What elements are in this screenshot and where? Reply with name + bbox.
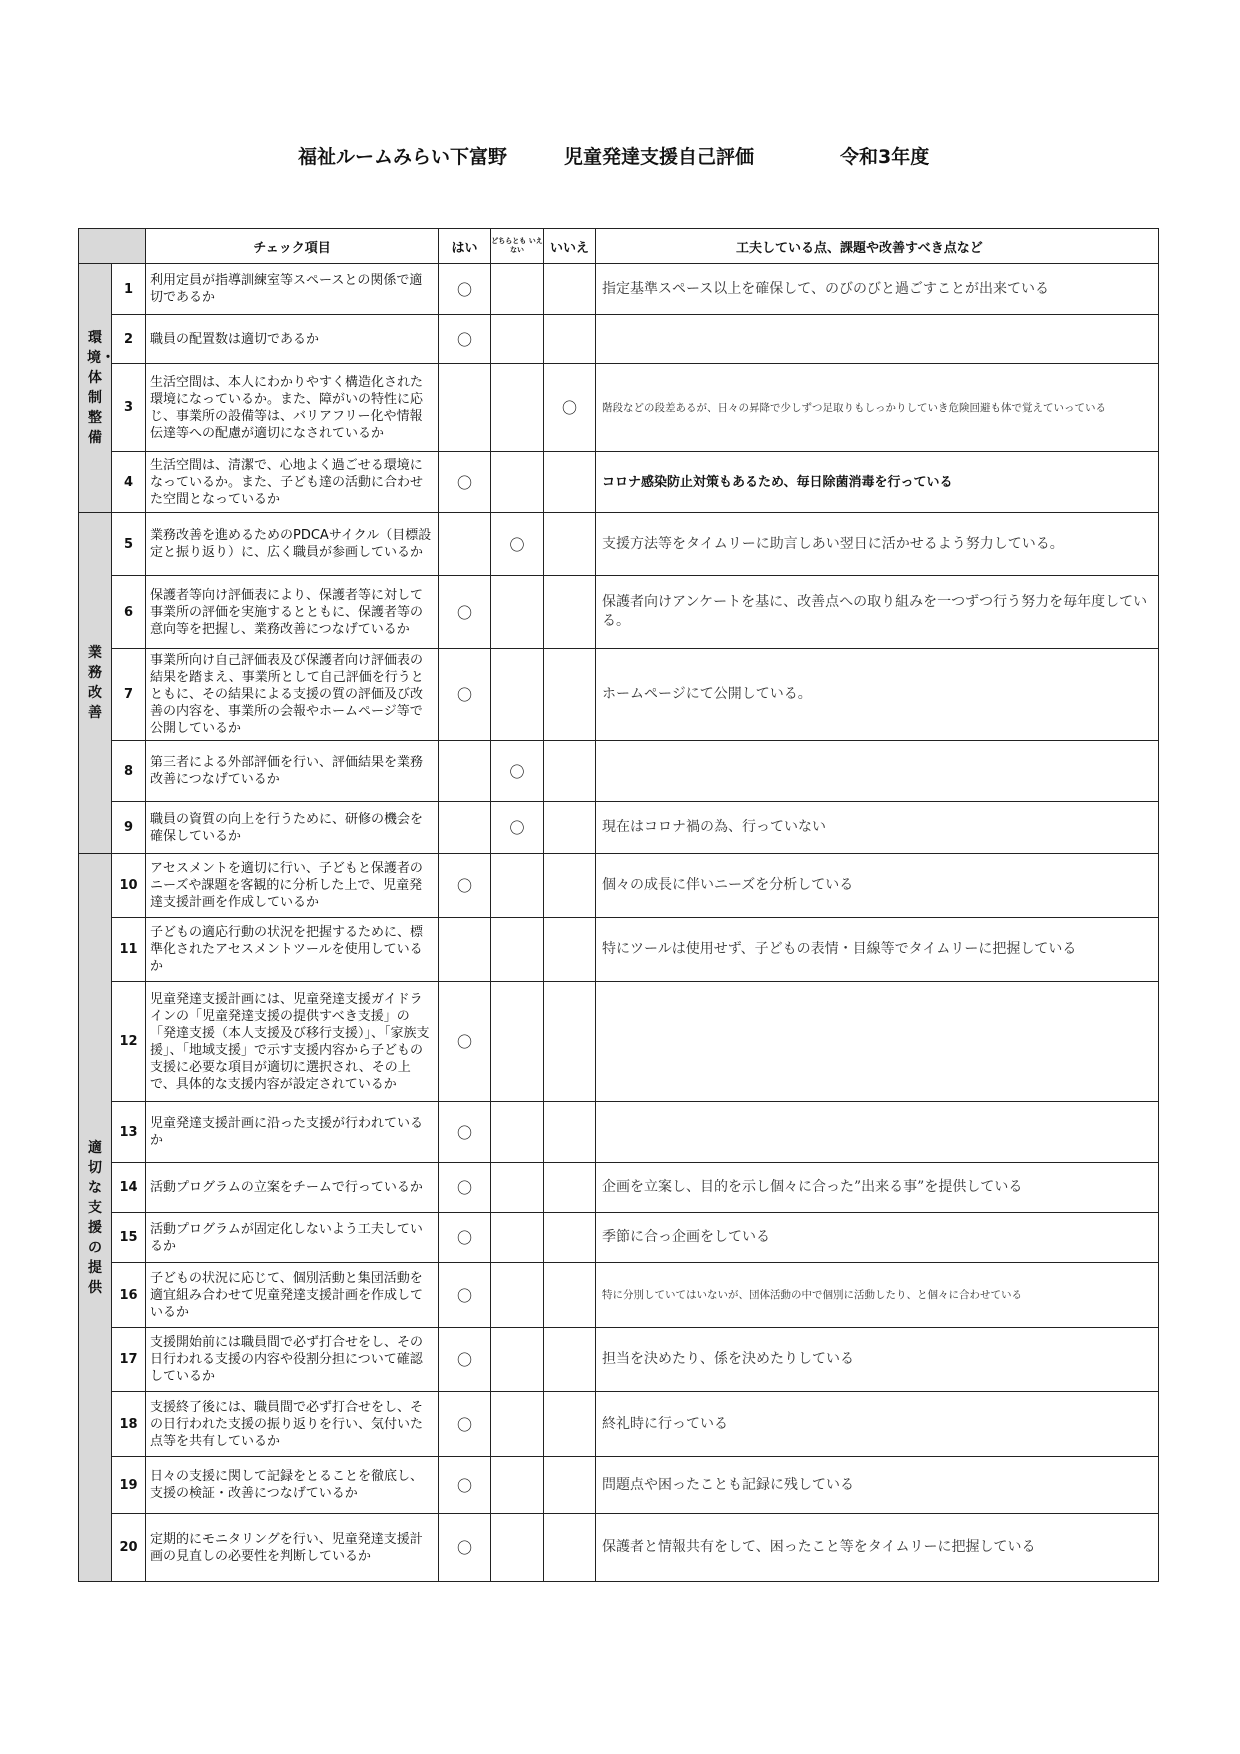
answer-no-cell (544, 264, 596, 315)
circle-mark-icon: 〇 (456, 1415, 472, 1434)
answer-no-cell (544, 364, 596, 452)
item-number: 1 (112, 264, 146, 315)
item-number: 12 (112, 982, 146, 1102)
notes-cell: 季節に合っ企画をしている (596, 1213, 1159, 1263)
answer-neither-cell (491, 1392, 544, 1457)
table-row (79, 264, 1159, 315)
answer-no-cell (544, 918, 596, 982)
item-number: 19 (112, 1457, 146, 1514)
answer-no-cell (544, 649, 596, 741)
header-corner (79, 229, 146, 264)
answer-no-cell (544, 1514, 596, 1582)
notes-cell (596, 1102, 1159, 1163)
answer-yes-cell (439, 802, 491, 854)
answer-yes-cell (439, 1102, 491, 1163)
answer-neither-cell (491, 649, 544, 741)
table-row (79, 741, 1159, 802)
answer-neither-cell (491, 1514, 544, 1582)
answer-no-cell (544, 1328, 596, 1392)
answer-no-cell (544, 741, 596, 802)
table-row (79, 854, 1159, 918)
table-row (79, 513, 1159, 576)
table-row (79, 1514, 1159, 1582)
facility-name: 福祉ルームみらい下富野 (298, 146, 508, 168)
check-item-text: 利用定員が指導訓練室等スペースとの関係で適切であるか (146, 264, 439, 315)
answer-yes-cell (439, 576, 491, 649)
notes-cell: 企画を立案し、目的を示し個々に合った”出来る事”を提供している (596, 1163, 1159, 1213)
answer-yes-cell (439, 1392, 491, 1457)
check-item-text: 活動プログラムが固定化しないよう工夫しているか (146, 1213, 439, 1263)
header-no: いいえ (544, 229, 596, 264)
notes-cell: 終礼時に行っている (596, 1392, 1159, 1457)
circle-mark-icon: 〇 (509, 819, 525, 837)
notes-cell: 問題点や困ったことも記録に残している (596, 1457, 1159, 1514)
category-cell (79, 854, 112, 1582)
answer-no-cell (544, 1392, 596, 1457)
answer-no-cell (544, 982, 596, 1102)
item-number: 11 (112, 918, 146, 982)
notes-cell: 担当を決めたり、係を決めたりしている (596, 1328, 1159, 1392)
table-row (79, 1392, 1159, 1457)
category-label: 業務改善 (88, 645, 102, 721)
circle-mark-icon: 〇 (456, 686, 472, 704)
answer-no-cell (544, 1457, 596, 1514)
circle-mark-icon: 〇 (561, 399, 577, 417)
check-item-text: 職員の資質の向上を行うために、研修の機会を確保しているか (146, 802, 439, 854)
answer-no-cell (544, 576, 596, 649)
circle-mark-icon: 〇 (456, 1476, 472, 1495)
answer-neither-cell (491, 1102, 544, 1163)
notes-cell: 支援方法等をタイムリーに助言しあい翌日に活かせるよう努力している。 (596, 513, 1159, 576)
answer-neither-cell (491, 1328, 544, 1392)
answer-yes-cell (439, 741, 491, 802)
circle-mark-icon: 〇 (456, 330, 472, 349)
check-item-text: 生活空間は、清潔で、心地よく過ごせる環境になっているか。また、子ども達の活動に合わせた空間となっているか (146, 452, 439, 513)
answer-no-cell (544, 513, 596, 576)
answer-neither-cell (491, 802, 544, 854)
answer-yes-cell (439, 1457, 491, 1514)
notes-cell: 特にツールは使用せず、子どもの表情・目線等でタイムリーに把握している (596, 918, 1159, 982)
table-row (79, 1457, 1159, 1514)
item-number: 7 (112, 649, 146, 741)
table-row (79, 452, 1159, 513)
circle-mark-icon: 〇 (456, 280, 472, 299)
answer-neither-cell (491, 1263, 544, 1328)
check-item-text: 日々の支援に関して記録をとることを徹底し、支援の検証・改善につなげているか (146, 1457, 439, 1514)
document-title (0, 143, 1240, 171)
answer-neither-cell (491, 854, 544, 918)
item-number: 9 (112, 802, 146, 854)
answer-no-cell (544, 315, 596, 364)
check-item-text: 子どもの状況に応じて、個別活動と集団活動を適宜組み合わせて児童発達支援計画を作成しているか (146, 1263, 439, 1328)
item-number: 5 (112, 513, 146, 576)
check-item-text: 業務改善を進めるためのPDCAサイクル（目標設定と振り返り）に、広く職員が参画しているか (146, 513, 439, 576)
circle-mark-icon: 〇 (456, 1033, 472, 1051)
check-item-text: 保護者等向け評価表により、保護者等に対して事業所の評価を実施するとともに、保護者等の意向等を把握し、業務改善につなげているか (146, 576, 439, 649)
answer-yes-cell (439, 364, 491, 452)
table-header-row (79, 229, 1159, 264)
header-check-item: チェック項目 (146, 229, 439, 264)
answer-no-cell (544, 802, 596, 854)
answer-yes-cell (439, 513, 491, 576)
answer-neither-cell (491, 1457, 544, 1514)
notes-cell: ホームページにて公開している。 (596, 649, 1159, 741)
answer-yes-cell (439, 918, 491, 982)
table-row (79, 1163, 1159, 1213)
item-number: 13 (112, 1102, 146, 1163)
header-neither: どちらとも いえない (491, 229, 544, 264)
circle-mark-icon: 〇 (456, 1286, 472, 1305)
check-item-text: 生活空間は、本人にわかりやすく構造化された環境になっているか。また、障がいの特性に応じ、事業所の設備等は、バリアフリー化や情報伝達等への配慮が適切になされているか (146, 364, 439, 452)
circle-mark-icon: 〇 (509, 535, 525, 554)
answer-yes-cell (439, 1328, 491, 1392)
circle-mark-icon: 〇 (456, 1351, 472, 1369)
notes-cell: 保護者と情報共有をして、困ったこと等をタイムリーに把握している (596, 1514, 1159, 1582)
notes-cell: 階段などの段差あるが、日々の昇降で少しずつ足取りもしっかりしていき危険回避も体で覚えていっている (596, 364, 1159, 452)
table-row (79, 1102, 1159, 1163)
answer-neither-cell (491, 982, 544, 1102)
check-item-text: 児童発達支援計画には、児童発達支援ガイドラインの「児童発達支援の提供すべき支援」の「発達支援（本人支援及び移行支援）」、「家族支援」、「地域支援」で示す支援内容から子どもの支援に必要な項目が適切に選択され、その上で、具体的な支援内容が設定されているか (146, 982, 439, 1102)
answer-no-cell (544, 1163, 596, 1213)
notes-cell: 現在はコロナ禍の為、行っていない (596, 802, 1159, 854)
answer-neither-cell (491, 1163, 544, 1213)
header-notes: 工夫している点、課題や改善すべき点など (596, 229, 1159, 264)
category-cell (79, 513, 112, 854)
table-row (79, 364, 1159, 452)
header-yes: はい (439, 229, 491, 264)
check-item-text: 事業所向け自己評価表及び保護者向け評価表の結果を踏まえ、事業所として自己評価を行うとともに、その結果による支援の質の評価及び改善の内容を、事業所の会報やホームページ等で公開しているか (146, 649, 439, 741)
table-row (79, 315, 1159, 364)
notes-cell (596, 982, 1159, 1102)
item-number: 14 (112, 1163, 146, 1213)
notes-cell: 特に分別していてはいないが、団体活動の中で個別に活動したり、と個々に合わせている (596, 1263, 1159, 1328)
notes-cell: コロナ感染防止対策もあるため、毎日除菌消毒を行っている (596, 452, 1159, 513)
answer-no-cell (544, 1263, 596, 1328)
document-name: 児童発達支援自己評価 (564, 146, 755, 168)
table-row (79, 1213, 1159, 1263)
check-item-text: 支援終了後には、職員間で必ず打合せをし、その日行われた支援の振り返りを行い、気付いた点等を共有しているか (146, 1392, 439, 1457)
answer-yes-cell (439, 982, 491, 1102)
check-item-text: 活動プログラムの立案をチームで行っているか (146, 1163, 439, 1213)
item-number: 2 (112, 315, 146, 364)
answer-no-cell (544, 1102, 596, 1163)
table-row (79, 649, 1159, 741)
table-row (79, 576, 1159, 649)
category-label: 適切な支援の提供 (88, 1139, 102, 1296)
answer-yes-cell (439, 1163, 491, 1213)
fiscal-year: 令和3年度 (840, 146, 930, 168)
circle-mark-icon: 〇 (456, 1229, 472, 1247)
answer-neither-cell (491, 741, 544, 802)
check-item-text: 支援開始前には職員間で必ず打合せをし、その日行われる支援の内容や役割分担について確認しているか (146, 1328, 439, 1392)
answer-yes-cell (439, 1213, 491, 1263)
answer-no-cell (544, 452, 596, 513)
item-number: 10 (112, 854, 146, 918)
category-label: 環境・体制整備 (87, 330, 115, 446)
item-number: 6 (112, 576, 146, 649)
notes-cell: 個々の成長に伴いニーズを分析している (596, 854, 1159, 918)
answer-neither-cell (491, 576, 544, 649)
circle-mark-icon: 〇 (509, 762, 525, 781)
answer-yes-cell (439, 1263, 491, 1328)
answer-yes-cell (439, 315, 491, 364)
answer-neither-cell (491, 452, 544, 513)
table-row (79, 1328, 1159, 1392)
table-row (79, 802, 1159, 854)
table-row (79, 982, 1159, 1102)
check-item-text: 子どもの適応行動の状況を把握するために、標準化されたアセスメントツールを使用しているか (146, 918, 439, 982)
circle-mark-icon: 〇 (456, 1123, 472, 1142)
answer-yes-cell (439, 264, 491, 315)
item-number: 3 (112, 364, 146, 452)
answer-yes-cell (439, 649, 491, 741)
table-row (79, 918, 1159, 982)
item-number: 4 (112, 452, 146, 513)
notes-cell (596, 315, 1159, 364)
notes-cell: 指定基準スペース以上を確保して、のびのびと過ごすことが出来ている (596, 264, 1159, 315)
answer-yes-cell (439, 854, 491, 918)
check-item-text: 定期的にモニタリングを行い、児童発達支援計画の見直しの必要性を判断しているか (146, 1514, 439, 1582)
item-number: 15 (112, 1213, 146, 1263)
category-cell (79, 264, 115, 513)
circle-mark-icon: 〇 (456, 877, 472, 895)
evaluation-table (78, 228, 1159, 1582)
answer-neither-cell (491, 264, 544, 315)
answer-no-cell (544, 854, 596, 918)
notes-cell (596, 741, 1159, 802)
check-item-text: 職員の配置数は適切であるか (146, 315, 439, 364)
answer-neither-cell (491, 1213, 544, 1263)
item-number: 20 (112, 1514, 146, 1582)
answer-neither-cell (491, 918, 544, 982)
circle-mark-icon: 〇 (456, 1179, 472, 1197)
table-row (79, 1263, 1159, 1328)
item-number: 16 (112, 1263, 146, 1328)
answer-neither-cell (491, 513, 544, 576)
check-item-text: 第三者による外部評価を行い、評価結果を業務改善につなげているか (146, 741, 439, 802)
circle-mark-icon: 〇 (456, 603, 472, 622)
answer-yes-cell (439, 1514, 491, 1582)
circle-mark-icon: 〇 (456, 1539, 472, 1557)
check-item-text: 児童発達支援計画に沿った支援が行われているか (146, 1102, 439, 1163)
answer-no-cell (544, 1213, 596, 1263)
item-number: 8 (112, 741, 146, 802)
answer-yes-cell (439, 452, 491, 513)
answer-neither-cell (491, 315, 544, 364)
item-number: 17 (112, 1328, 146, 1392)
item-number: 18 (112, 1392, 146, 1457)
notes-cell: 保護者向けアンケートを基に、改善点への取り組みを一つずつ行う努力を毎年度している。 (596, 576, 1159, 649)
check-item-text: アセスメントを適切に行い、子どもと保護者のニーズや課題を客観的に分析した上で、児童発達支援計画を作成しているか (146, 854, 439, 918)
answer-neither-cell (491, 364, 544, 452)
circle-mark-icon: 〇 (456, 473, 472, 492)
